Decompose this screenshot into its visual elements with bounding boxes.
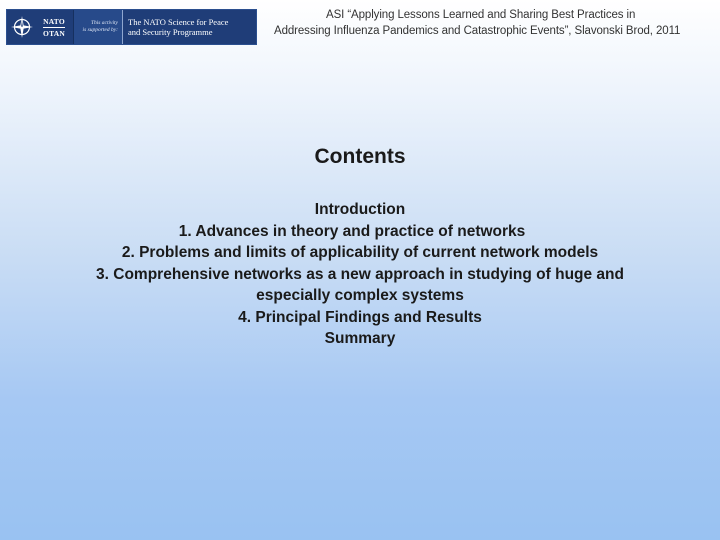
contents-summary: Summary	[324, 330, 396, 347]
programme-line-1: The NATO Science for Peace	[128, 16, 229, 27]
programme-line-2: and Security Programme	[128, 27, 213, 37]
slide-title: Contents	[314, 145, 406, 168]
contents-item-2: 2. Problems and limits of applicability of current network models	[121, 244, 599, 261]
nato-emblem	[7, 10, 37, 44]
contents-item-4: 4. Principal Findings and Results	[238, 308, 482, 326]
otan-word: OTAN	[43, 28, 65, 38]
banner-support-text	[73, 10, 122, 44]
contents-item-1: 1. Advances in theory and practice of networks	[178, 222, 526, 240]
contents-introduction: Introduction	[314, 201, 406, 218]
header-event-line-2: Addressing Influenza Pandemics and Catastrophic Events”, Slavonski Brod, 2011	[274, 25, 681, 37]
contents-list	[0, 199, 720, 350]
contents-item-3-continued: especially complex systems	[256, 287, 464, 304]
header-event-line-1: ASI “Applying Lessons Learned and Sharing Best Practices in	[326, 9, 636, 21]
support-line-2: is supported by:	[82, 27, 118, 33]
nato-otan-wordmark	[37, 10, 73, 44]
nato-sps-banner	[6, 9, 257, 45]
banner-programme-text	[122, 10, 256, 44]
nato-compass-star-icon	[10, 15, 34, 39]
nato-word: NATO	[43, 16, 65, 26]
support-line-1: This activity	[90, 20, 118, 26]
contents-item-3: 3. Comprehensive networks as a new approach in studying of huge and	[96, 265, 624, 283]
